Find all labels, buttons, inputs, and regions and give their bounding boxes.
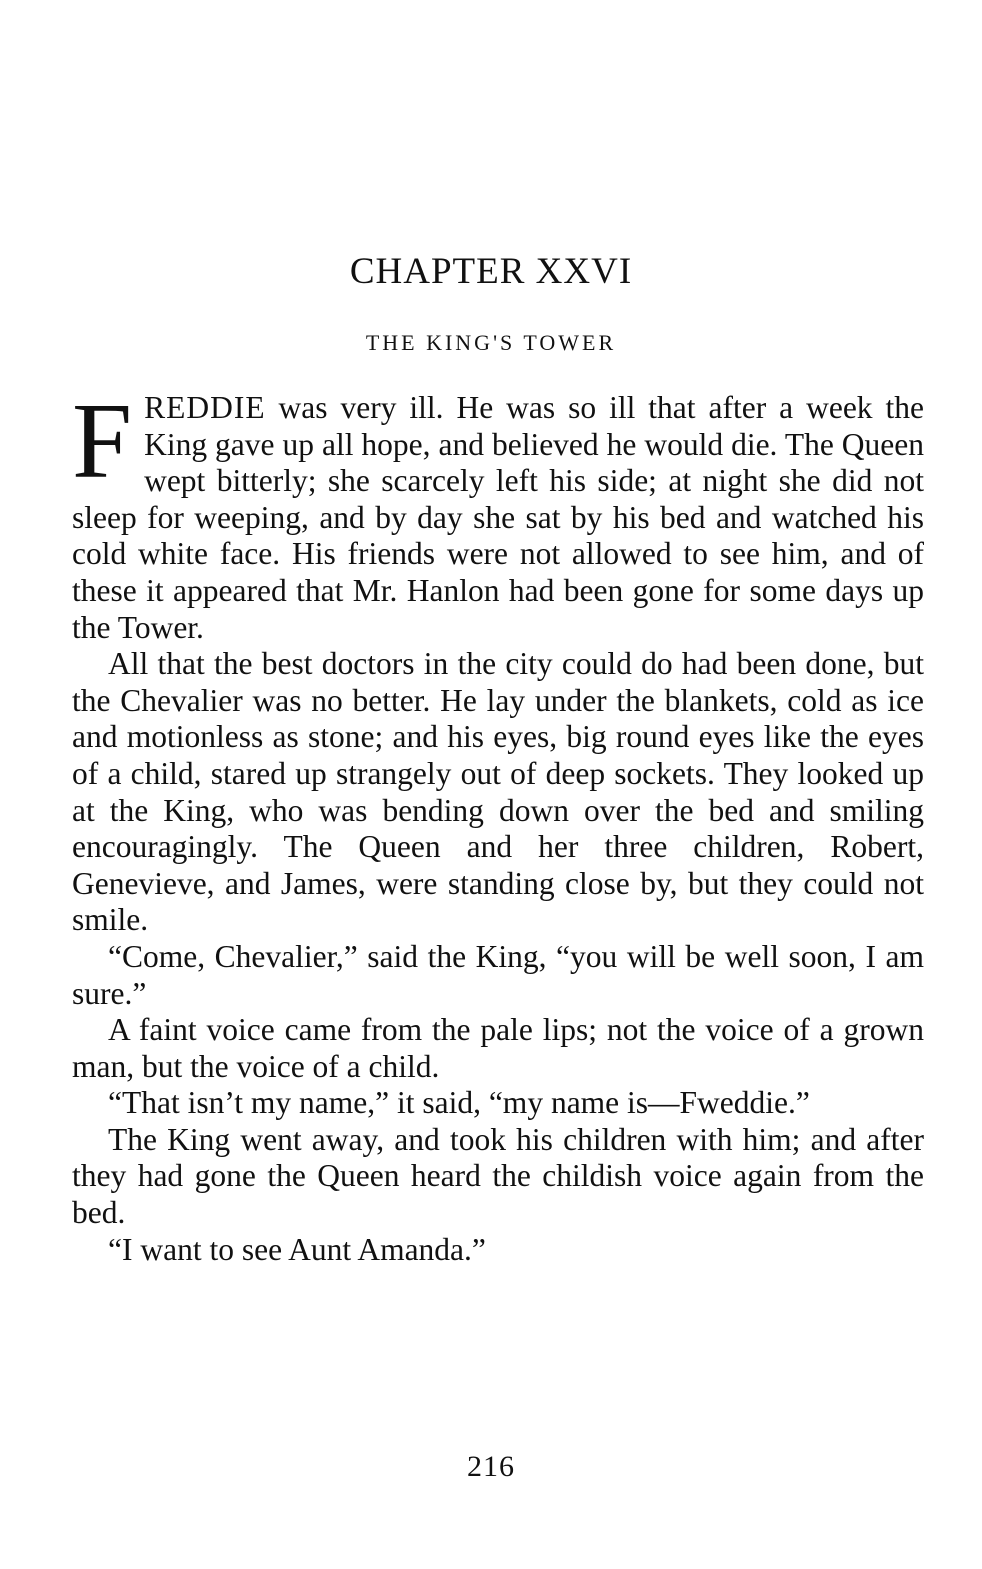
chapter-subtitle: THE KING'S TOWER xyxy=(365,330,617,355)
paragraph-2: All that the best doctors in the city could do had been done, but the Chevalier was no better. He lay under the blankets, cold as ice and motionless as stone; and his eyes, big round eyes like the eyes of a child, stared up strangely out of deep sockets. They looked up at the King, who was bending down over the bed and smiling encouragingly. The Queen and her three children, Robert, Genevieve, and James, were standing close by, but they could not smile. xyxy=(72,646,924,938)
paragraph-5: “That isn’t my name,” it said, “my name is—Fweddie.” xyxy=(108,1085,810,1121)
chapter-body xyxy=(72,382,924,1268)
paragraph-7: “I want to see Aunt Amanda.” xyxy=(108,1231,486,1267)
drop-cap: F xyxy=(72,382,133,501)
paragraph-4: A faint voice came from the pale lips; not the voice of a grown man, but the voice of a child. xyxy=(72,1012,924,1084)
first-word: REDDIE xyxy=(144,390,266,425)
paragraph-1-text: was very ill. He was so ill that after a week the King gave up all hope, and believed he would die. The Queen wept bitterly; she scarcely left his side; at night she did not sleep for weeping, and by day she sat by his bed and watched his cold white face. His friends were not allowed to see him, and of these it appeared that Mr. Hanlon had been gone for some days up the Tower. xyxy=(72,390,924,645)
paragraph-1 xyxy=(72,382,924,646)
page-number: 216 xyxy=(467,1450,515,1483)
paragraph-3: “Come, Chevalier,” said the King, “you will be well soon, I am sure.” xyxy=(72,938,924,1011)
chapter-title: CHAPTER XXVI xyxy=(349,251,633,292)
paragraph-6: The King went away, and took his children with him; and after they had gone the Queen heard the childish voice again from the bed. xyxy=(72,1121,924,1231)
